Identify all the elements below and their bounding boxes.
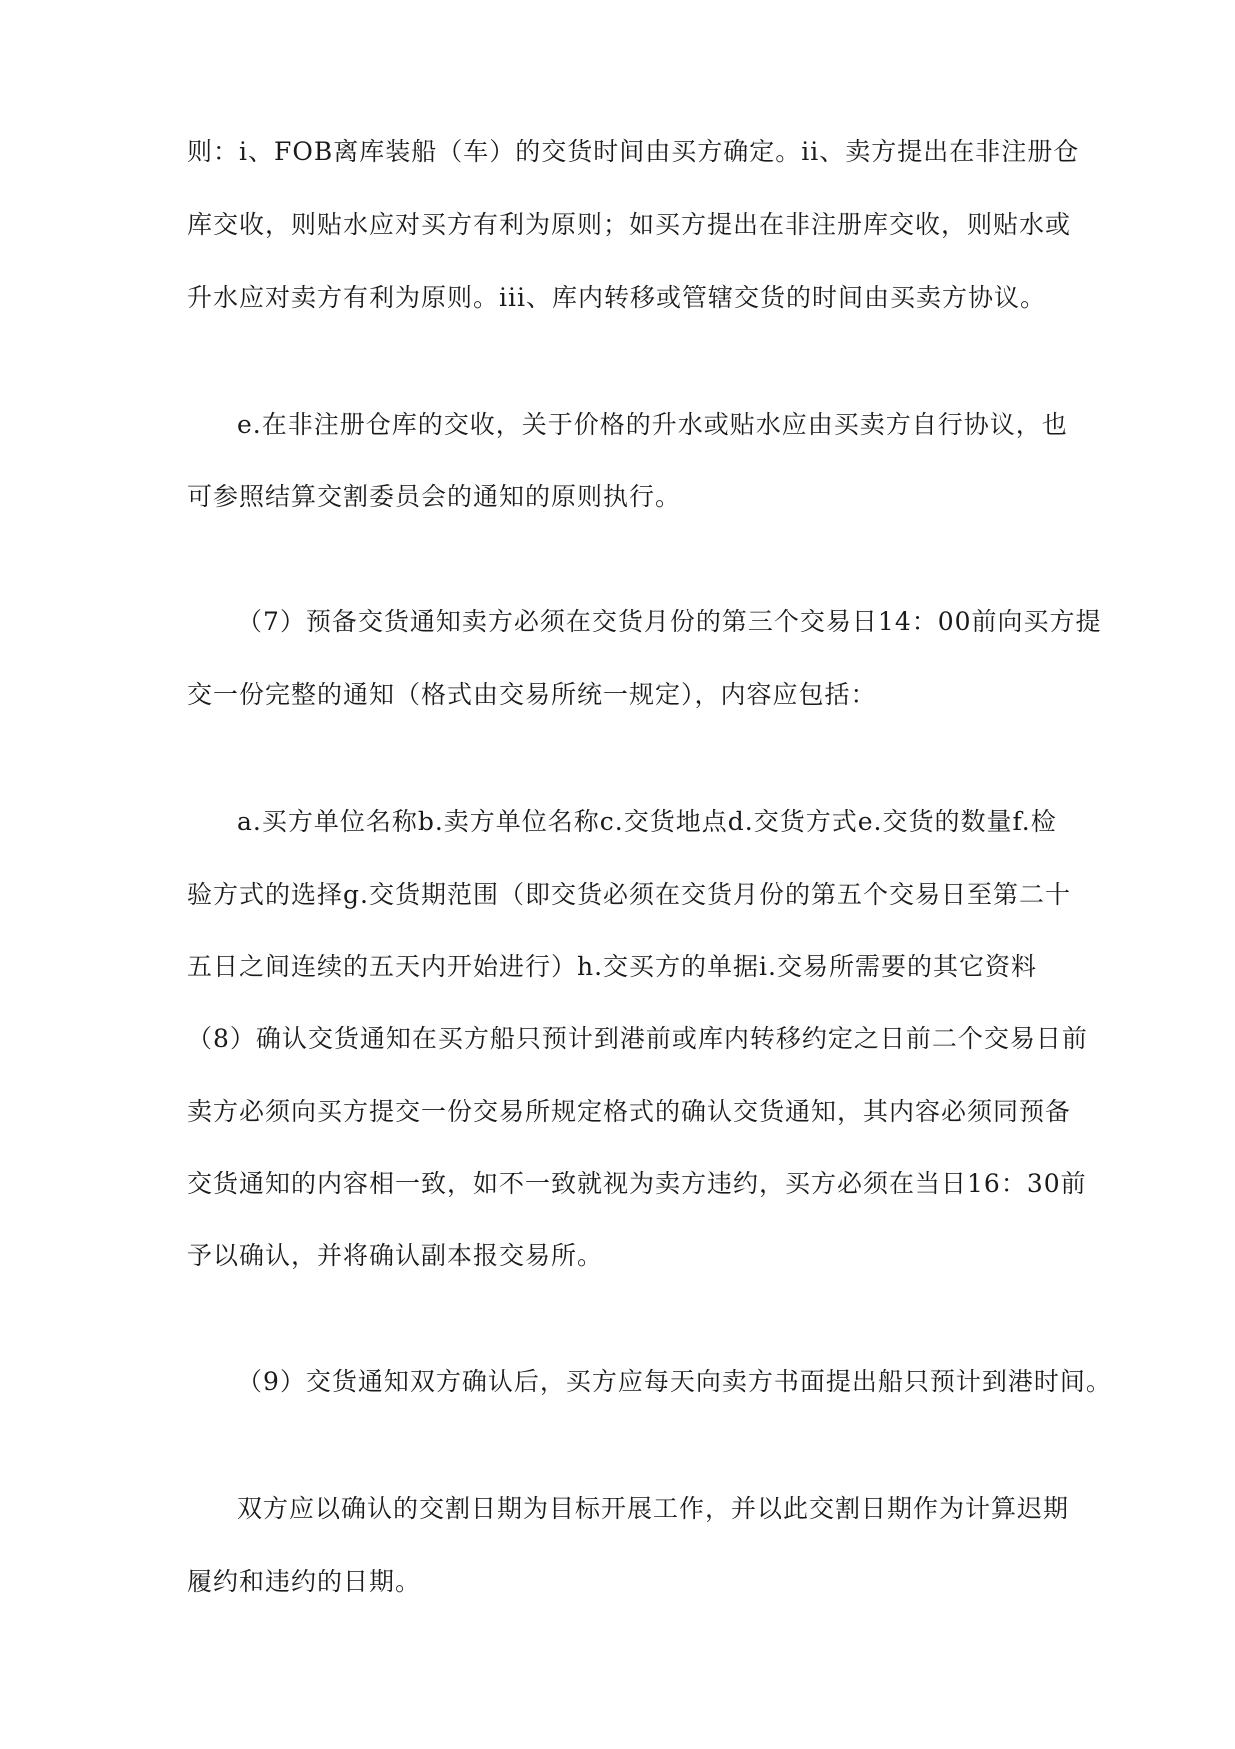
text-line: 双方应以确认的交割日期为目标开展工作，并以此交割日期作为计算迟期 (237, 1494, 1070, 1523)
text-line: 交货通知的内容相一致，如不一致就视为卖方违约，买方必须在当日16：30前 (187, 1169, 1087, 1198)
text-line: 予以确认，并将确认副本报交易所。 (187, 1241, 604, 1270)
text-line: （8）确认交货通知在买方船只预计到港前或库内转移约定之日前二个交易日前 (187, 1024, 1088, 1053)
text-line: 库交收，则贴水应对买方有利为原则；如买方提出在非注册库交收，则贴水或 (187, 210, 1072, 239)
text-line: （7）预备交货通知卖方必须在交货月份的第三个交易日14：00前向买方提 (237, 607, 1102, 636)
text-line: 卖方必须向买方提交一份交易所规定格式的确认交货通知，其内容必须同预备 (187, 1097, 1072, 1126)
text-line: a.买方单位名称b.卖方单位名称c.交货地点d.交货方式e.交货的数量f.检 (237, 807, 1057, 836)
text-line: 五日之间连续的五天内开始进行）h.交买方的单据i.交易所需要的其它资料 (187, 952, 1037, 981)
text-line: 可参照结算交割委员会的通知的原则执行。 (187, 482, 682, 511)
text-line: 则：i、FOB离库装船（车）的交货时间由买方确定。ii、卖方提出在非注册仓 (187, 137, 1080, 166)
text-line: 交一份完整的通知（格式由交易所统一规定），内容应包括： (187, 680, 877, 709)
text-line: e.在非注册仓库的交收，关于价格的升水或贴水应由买卖方自行协议，也 (237, 410, 1068, 439)
text-line: 升水应对卖方有利为原则。iii、库内转移或管辖交货的时间由买卖方协议。 (187, 283, 1046, 312)
text-line: （9）交货通知双方确认后，买方应每天向卖方书面提出船只预计到港时间。 (237, 1367, 1112, 1396)
text-line: 履约和违约的日期。 (187, 1567, 422, 1596)
text-line: 验方式的选择g.交货期范围（即交货必须在交货月份的第五个交易日至第二十 (187, 880, 1071, 909)
